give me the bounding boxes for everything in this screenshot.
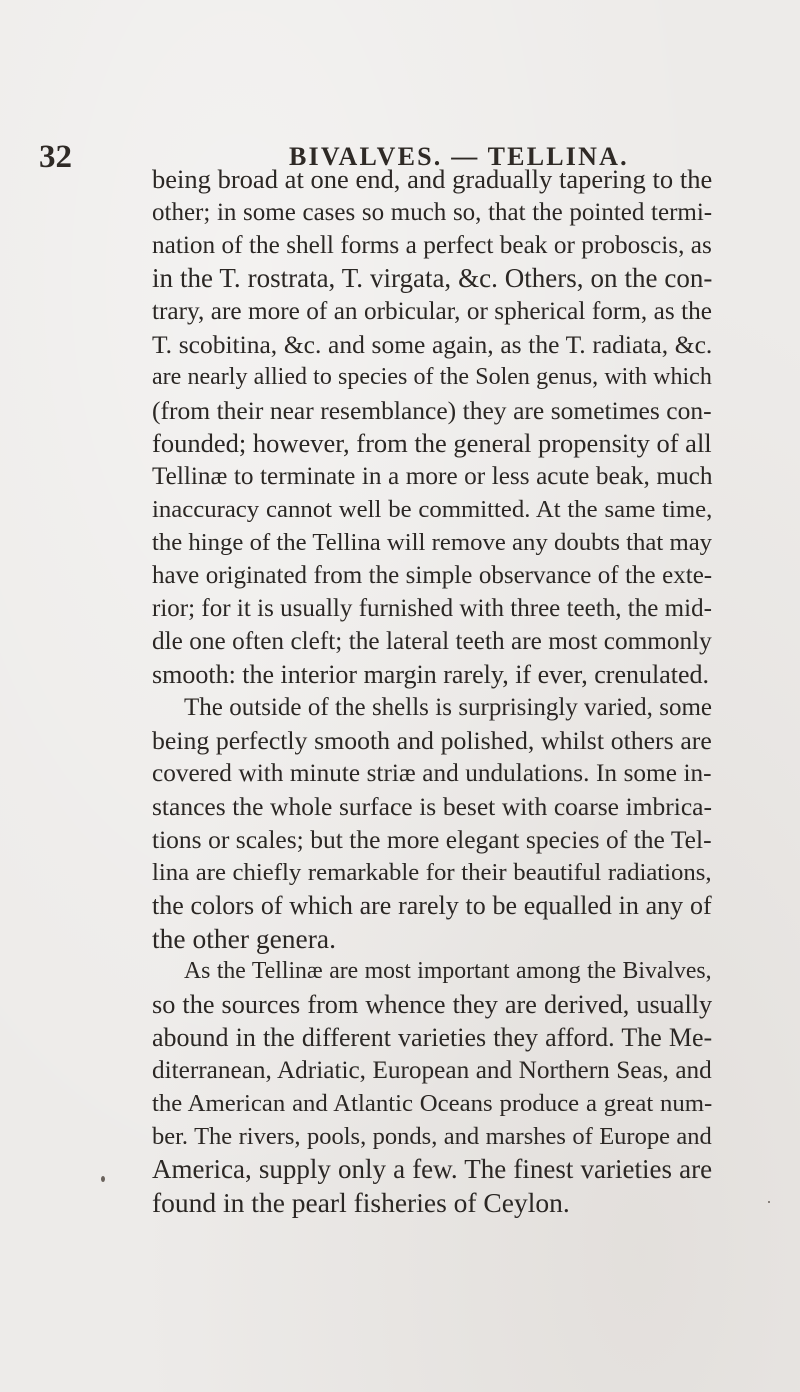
text-line: America, supply only a few. The finest varieties are (152, 1154, 713, 1184)
text-line: in the T. rostrata, T. virgata, &c. Others, on the con- (152, 263, 713, 293)
page-number: 32 (39, 139, 72, 175)
paper-speck (101, 1176, 105, 1182)
text-line: the other genera. (152, 923, 337, 954)
text-line: ber. The rivers, pools, ponds, and marshes of Europe and (152, 1123, 712, 1150)
text-line: covered with minute striæ and undulations. In some in- (152, 759, 712, 787)
text-line: dle one often cleft; the lateral teeth are most commonly (152, 627, 712, 655)
text-line: smooth: the interior margin rarely, if ever, crenulated. (152, 660, 710, 689)
running-head: BIVALVES. — TELLINA. (289, 142, 629, 171)
text-line: being perfectly smooth and polished, whilst others are (152, 726, 712, 755)
text-line: The outside of the shells is surprisingly varied, some (184, 694, 713, 721)
text-line: the American and Atlantic Oceans produce a great num- (152, 1090, 713, 1117)
text-line: (from their near resemblance) they are sometimes con- (152, 396, 712, 425)
text-line: rior; for it is usually furnished with three teeth, the mid- (152, 595, 712, 622)
text-line: tions or scales; but the more elegant species of the Tel- (152, 825, 712, 854)
text-line: other; in some cases so much so, that the pointed termi- (152, 199, 713, 226)
text-line: diterranean, Adriatic, European and Northern Seas, and (152, 1056, 712, 1084)
text-line: stances the whole surface is beset with coarse imbrica- (152, 792, 712, 821)
text-line: the hinge of the Tellina will remove any doubts that may (152, 529, 713, 556)
text-line: found in the pearl fisheries of Ceylon. (152, 1187, 570, 1218)
paper-speck (768, 1201, 770, 1203)
text-line: T. scobitina, &c. and some again, as the T. radiata, &c. (152, 330, 713, 359)
text-line: Tellinæ to terminate in a more or less acute beak, much (152, 462, 713, 490)
text-line: the colors of which are rarely to be equalled in any of (152, 891, 712, 920)
text-line: As the Tellinæ are most important among the Bivalves, (184, 958, 712, 984)
text-line: founded; however, from the general propensity of all (152, 428, 712, 458)
text-line: inaccuracy cannot well be committed. At the same time, (152, 496, 713, 523)
text-line: so the sources from whence they are derived, usually (152, 990, 713, 1019)
text-line: are nearly allied to species of the Solen genus, with which (152, 364, 712, 390)
text-line: abound in the different varieties they afford. The Me- (152, 1023, 713, 1052)
text-line: have originated from the simple observance of the exte- (152, 562, 713, 589)
text-line: lina are chiefly remarkable for their beautiful radiations, (152, 859, 712, 886)
text-line: being broad at one end, and gradually tapering to the (152, 164, 713, 194)
text-line: trary, are more of an orbicular, or spherical form, as the (152, 297, 712, 325)
text-line: nation of the shell forms a perfect beak or proboscis, as (152, 231, 712, 259)
